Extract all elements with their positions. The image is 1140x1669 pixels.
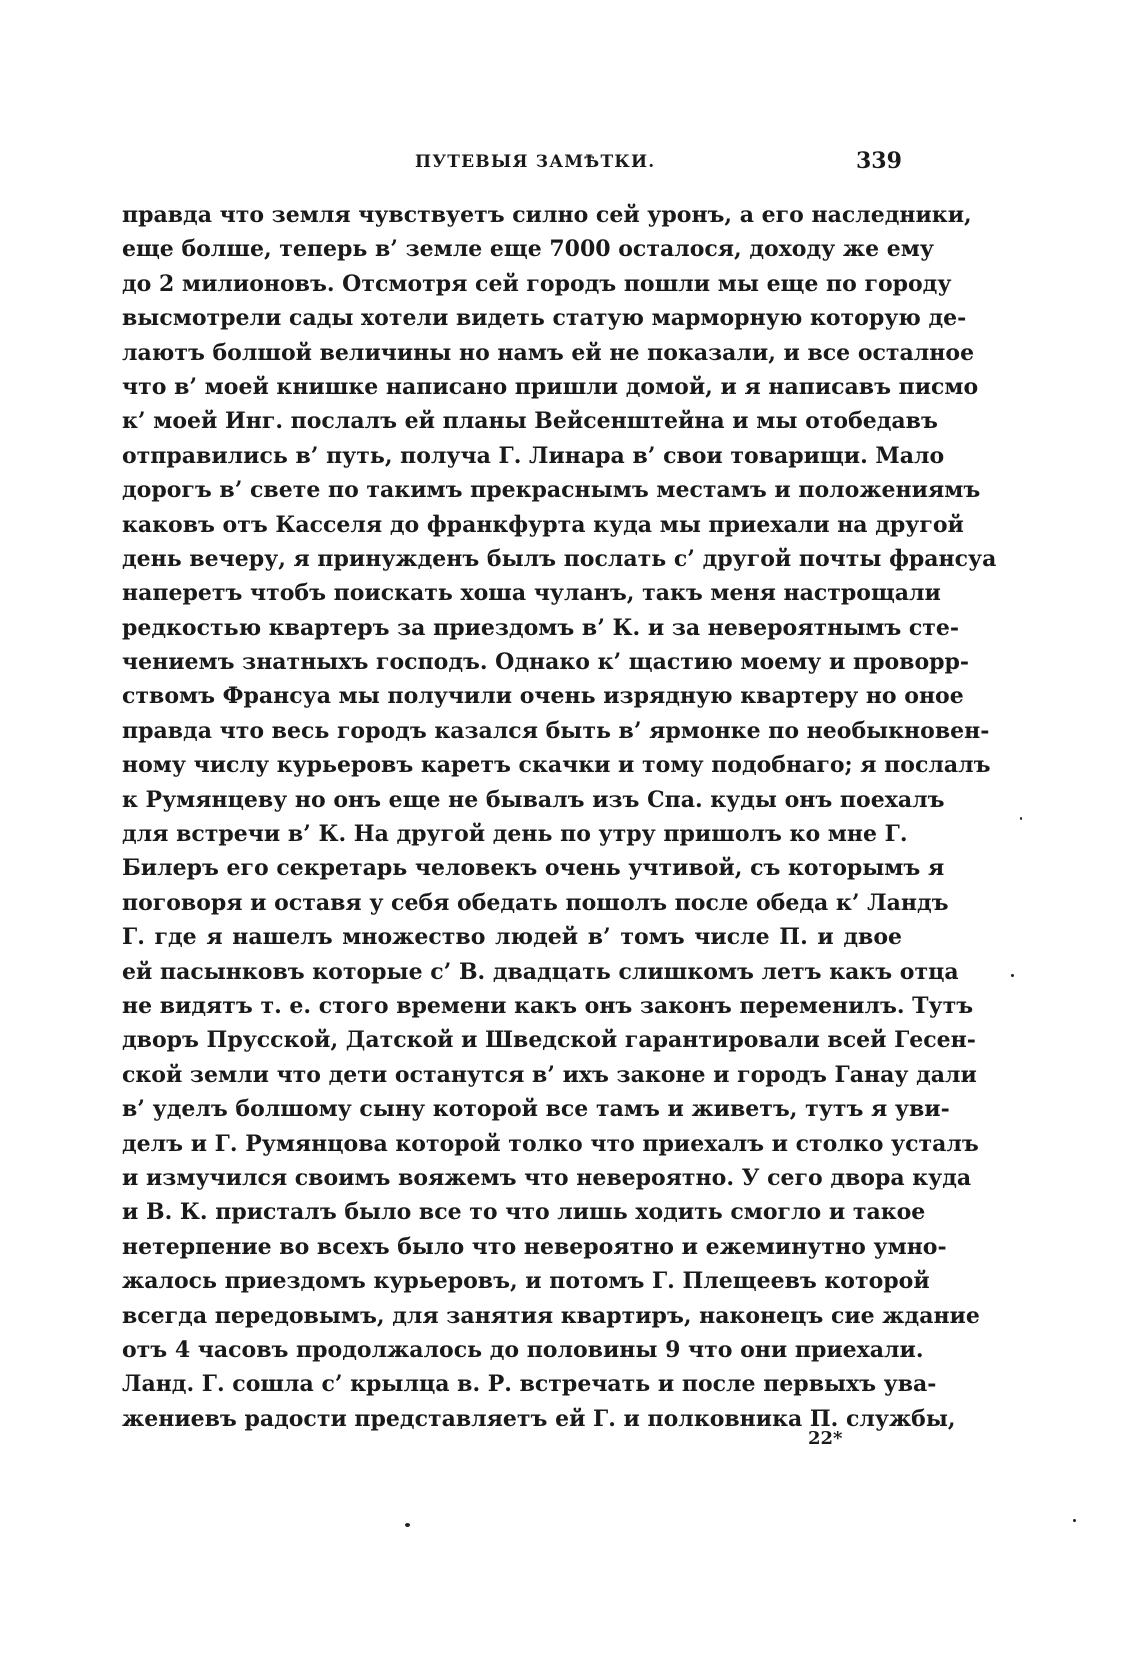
text-line: и измучился своимъ вояжемъ что невероятно. У сего двора куда [122, 1164, 972, 1191]
text-line: в’ уделъ болшому сыну которой все тамъ и живетъ, тутъ я уви- [122, 1096, 950, 1123]
text-line: ской земли что дети останутся в’ ихъ законе и городъ Ганау дали [122, 1061, 977, 1088]
text-line: наперетъ чтобъ поискать хоша чуланъ, такъ меня настрощали [122, 580, 941, 607]
text-line: высмотрели сады хотели видеть статую марморную которую де- [122, 305, 967, 332]
text-line: ей пасынковъ которые с’ В. двадцать слишкомъ летъ какъ отца [122, 958, 959, 985]
text-line: дворъ Прусской, Датской и Шведской гарантировали всей Гесен- [122, 1027, 976, 1054]
text-line: день вечеру, я принужденъ былъ послать с’ другой почты франсуа [122, 545, 997, 572]
text-line: к Румянцеву но онъ еще не бывалъ изъ Спа. куды онъ поехалъ [122, 786, 945, 813]
text-line: каковъ отъ Касселя до франкфурта куда мы приехали на другой [122, 511, 964, 538]
text-line: для встречи в’ К. На другой день по утру пришолъ ко мне Г. [122, 821, 908, 848]
text-line: жениевъ радости представляетъ ей Г. и полковника П. службы, [122, 1405, 956, 1432]
text-line: редкостью квартеръ за приездомъ в’ К. и за невероятнымъ сте- [122, 614, 960, 641]
text-line: поговоря и оставя у себя обедать пошолъ после обеда к’ Ландъ [122, 889, 949, 916]
text-line: ствомъ Франсуа мы получили очень изрядную квартеру но оное [122, 683, 964, 710]
text-line: чениемъ знатныхъ господъ. Однако к’ щастию моему и проворр- [122, 649, 970, 676]
text-line: Ланд. Г. сошла с’ крылца в. Р. встречать и после первыхъ ува- [122, 1371, 937, 1398]
text-line: ному числу курьеровъ каретъ скачки и тому подобнаго; я послалъ [122, 752, 991, 779]
text-line: отъ 4 часовъ продолжалось до половины 9 что они приехали. [122, 1336, 924, 1363]
text-line: нетерпение во всехъ было что невероятно и ежеминутно умно- [122, 1233, 947, 1260]
text-line: Билеръ его секретарь человекъ очень учтивой, съ которымъ я [122, 855, 945, 882]
text-line: лаютъ болшой величины но намъ ей не показали, и все осталное [122, 339, 975, 366]
text-line: делъ и Г. Румянцова которой толко что приехалъ и столко усталъ [122, 1130, 979, 1157]
text-line: еще болше, теперь в’ земле еще 7000 осталося, доходу же ему [122, 236, 934, 263]
text-line: дорогъ в’ свете по такимъ прекраснымъ местамъ и положениямъ [122, 477, 981, 504]
ink-speck [1011, 974, 1014, 977]
text-line: жалось приездомъ курьеровъ, и потомъ Г. Плещеевъ которой [122, 1268, 930, 1295]
ink-speck [405, 1523, 410, 1527]
body-text [122, 198, 997, 1436]
text-line: правда что весь городъ казался быть в’ ярмонке по необыкновен- [122, 717, 990, 744]
text-line: правда что земля чувствуетъ силно сей уронъ, а его наследники, [122, 202, 972, 228]
text-line: к’ моей Инг. послалъ ей планы Вейсенштейна и мы отобедавъ [122, 408, 938, 435]
text-line: что в’ моей книшке написано пришли домой, и я написавъ писмо [122, 373, 979, 400]
text-line: не видятъ т. е. стого времени какъ онъ законъ переменилъ. Тутъ [122, 992, 974, 1019]
text-line: Г. где я нашелъ множество людей в’ томъ числе П. и двое [122, 924, 902, 951]
running-title: ПУТЕВЫЯ ЗАМѢТКИ. [415, 152, 656, 172]
ink-speck [1020, 817, 1022, 820]
text-line: и В. К. присталъ было все то что лишь ходить смогло и такое [122, 1199, 926, 1226]
signature-mark: 22* [808, 1428, 843, 1449]
ink-speck [1073, 1519, 1076, 1522]
page-number: 339 [856, 148, 902, 174]
text-line: до 2 милионовъ. Отсмотря сей городъ пошли мы еще по городу [122, 270, 952, 297]
text-line: отправились в’ путь, получа Г. Линара в’ свои товарищи. Мало [122, 442, 945, 469]
text-line: всегда передовымъ, для занятия квартиръ, наконецъ сие ждание [122, 1302, 980, 1329]
